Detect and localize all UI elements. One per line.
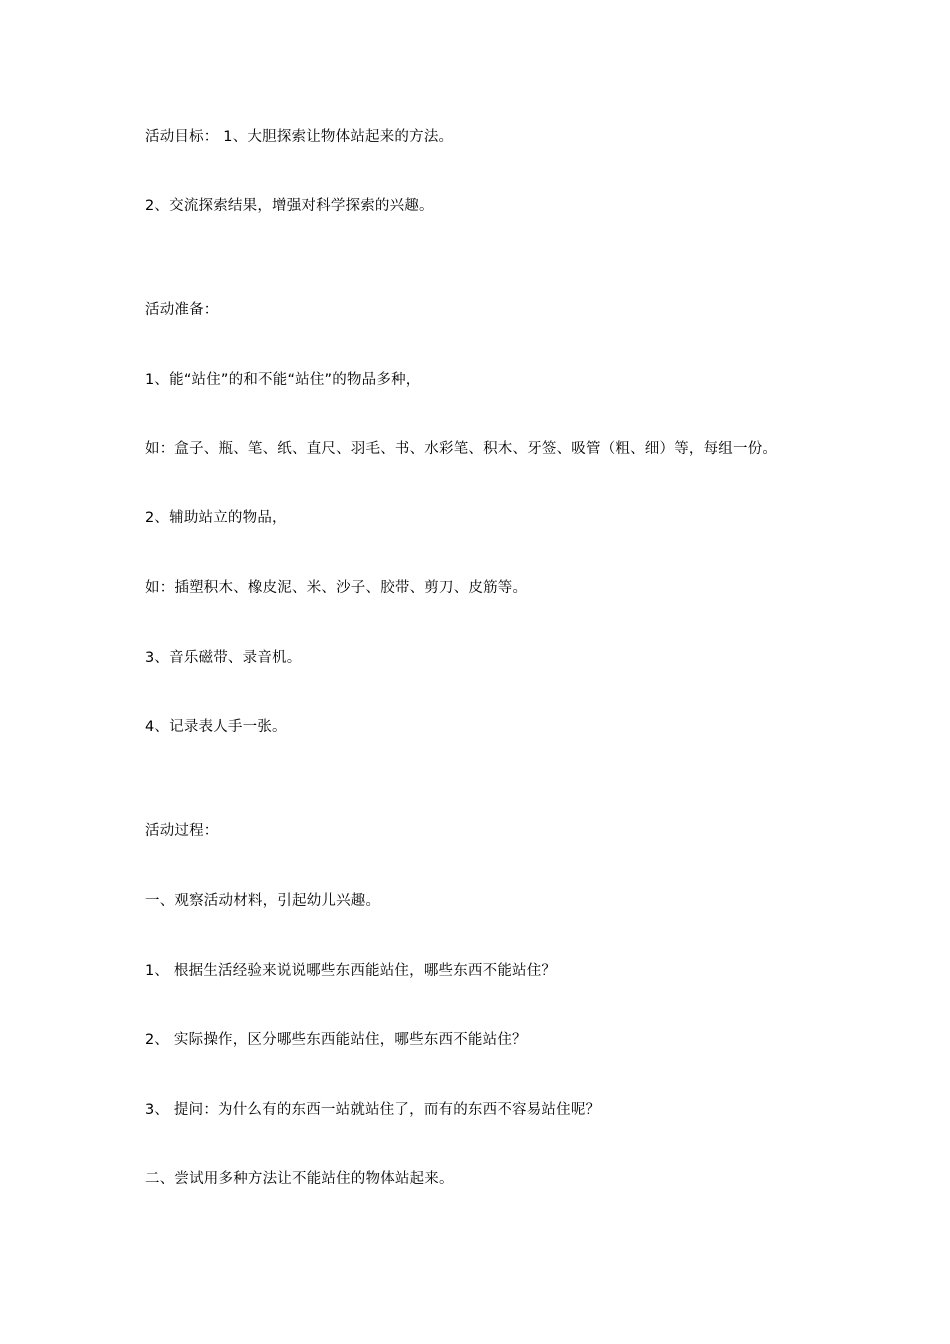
process-step-2: 2、 实际操作，区分哪些东西能站住，哪些东西不能站住？ (145, 1032, 527, 1048)
process-heading: 活动过程： (145, 823, 219, 839)
process-step-1: 1、 根据生活经验来说说哪些东西能站住，哪些东西不能站住？ (145, 963, 557, 979)
process-step-3: 3、 提问：为什么有的东西一站就站住了，而有的东西不容易站住呢？ (145, 1102, 601, 1118)
preparation-item-1-examples: 如：盒子、瓶、笔、纸、直尺、羽毛、书、水彩笔、积木、牙签、吸管（粗、细）等，每组一份。 (145, 441, 778, 457)
preparation-item-3: 3、音乐磁带、录音机。 (145, 650, 302, 666)
process-section-1: 一、观察活动材料，引起幼儿兴趣。 (145, 893, 381, 909)
preparation-item-1: 1、能“站住”的和不能“站住”的物品多种， (145, 372, 421, 388)
goal-line-2: 2、交流探索结果，增强对科学探索的兴趣。 (145, 198, 434, 214)
process-section-2: 二、尝试用多种方法让不能站住的物体站起来。 (145, 1171, 454, 1187)
preparation-item-2-examples: 如：插塑积木、橡皮泥、米、沙子、胶带、剪刀、皮筋等。 (145, 580, 528, 596)
goal-line-1: 活动目标： 1、大胆探索让物体站起来的方法。 (145, 129, 454, 145)
preparation-item-4: 4、记录表人手一张。 (145, 719, 287, 735)
preparation-heading: 活动准备： (145, 302, 219, 318)
preparation-item-2: 2、辅助站立的物品， (145, 510, 287, 526)
